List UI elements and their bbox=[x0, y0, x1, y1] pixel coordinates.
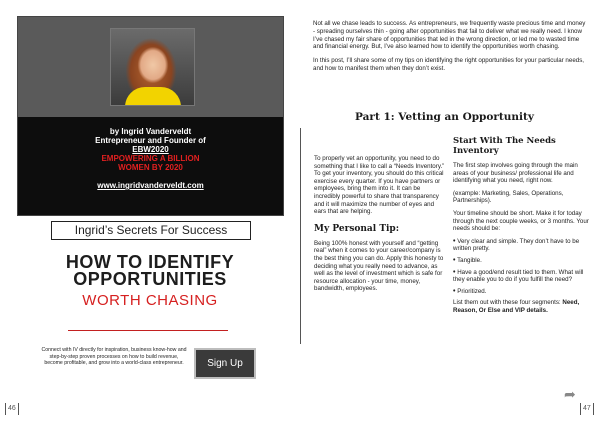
next-page-arrow-icon[interactable]: ➦ bbox=[564, 386, 576, 402]
sign-up-button[interactable]: Sign Up bbox=[194, 348, 256, 379]
author-role-line: Entrepreneur and Founder of bbox=[95, 136, 206, 145]
tagline-2: WOMEN BY 2020 bbox=[118, 163, 183, 172]
bullet-text-4: Prioritized. bbox=[457, 287, 487, 295]
secrets-label: Ingrid’s Secrets For Success bbox=[51, 221, 251, 240]
left-column bbox=[314, 155, 446, 299]
author-credits bbox=[18, 127, 283, 190]
red-divider bbox=[68, 330, 228, 331]
author-photo bbox=[110, 28, 195, 106]
intro-text bbox=[313, 20, 589, 79]
bullet-text-3: Have a good/end result tied to them. What will they enable you to do if you fulfill the need? bbox=[453, 268, 584, 284]
column-divider bbox=[300, 128, 301, 344]
needs-paragraph-3: Your timeline should be short. Make it for today through the next couple weeks, or 3 months. Your needs should be: bbox=[453, 209, 589, 233]
needs-paragraph-2: (example: Marketing, Sales, Operations, Partnerships). bbox=[453, 189, 564, 205]
intro-paragraph-2: In this post, I’ll share some of my tips on identifying the right opportunities for your particular needs, and how to manifest them when they don’t exist. bbox=[313, 57, 585, 72]
article-title-line-3: WORTH CHASING bbox=[82, 292, 218, 309]
segments-intro: List them out with these four segments: bbox=[453, 299, 563, 307]
bullet-text-1: Very clear and simple. They don’t have to be written pretty. bbox=[453, 237, 580, 253]
bullet-text-2: Tangible. bbox=[457, 256, 482, 264]
page-number-left: 46 bbox=[8, 405, 16, 412]
right-column bbox=[453, 137, 590, 320]
author-by-line: by Ingrid Vanderveldt bbox=[109, 127, 192, 136]
brand-link[interactable]: EBW2020 bbox=[132, 145, 169, 154]
vetting-paragraph: To properly vet an opportunity, you need to do something that I like to call a “Needs Inventory.” To get your inventory, you should do this critical exercise every quarter. If you have partners or employees, bring them into it. It can be incredibly powerful to share that transparency and it will maximize the number of eyes and ears that are helping. bbox=[314, 155, 445, 216]
part-heading: Part 1: Vetting an Opportunity bbox=[355, 111, 534, 123]
needs-inventory-heading: Start With The Needs Inventory bbox=[453, 136, 556, 156]
tagline-1: EMPOWERING A BILLION bbox=[101, 154, 200, 163]
list-item: • Very clear and simple. They don’t have to be written pretty. bbox=[453, 237, 580, 253]
needs-paragraph-4 bbox=[453, 299, 590, 314]
list-item: • Tangible. bbox=[453, 256, 482, 264]
article-title bbox=[40, 254, 260, 288]
segments-list: Need, Reason, Or Else and VIP details. bbox=[453, 299, 580, 314]
personal-tip-paragraph: Being 100% honest with yourself and “getting real” when it comes to your career/company is the best thing you can do. Apply this honesty to deciding what you really need to advance, as well as the level of investment which is safe for resource allocation - your time, money, bandwidth, employees. bbox=[314, 239, 444, 293]
article-title-line-2: OPPORTUNITIES bbox=[73, 269, 227, 289]
list-item: • Prioritized. bbox=[453, 287, 487, 295]
list-item: • Have a good/end result tied to them. What will they enable you to do if you fulfill the need? bbox=[453, 268, 584, 284]
intro-paragraph-1: Not all we chase leads to success. As entrepreneurs, we frequently waste precious time and money - spreading ourselves thin - going after opportunities that fail to deliver what we really need. I know I’ve chased my fair share of opportunities that led in the wrong direction, or led me to wasted time and financial energy. But, I’ve also learned how to identify the opportunities worth chasing. bbox=[313, 20, 586, 51]
page-number-right: 47 bbox=[583, 405, 591, 412]
author-website-link[interactable]: www.ingridvanderveldt.com bbox=[97, 181, 204, 190]
author-box bbox=[17, 16, 284, 216]
article-title-line-1: HOW TO IDENTIFY bbox=[65, 252, 235, 272]
personal-tip-heading: My Personal Tip: bbox=[314, 223, 400, 234]
connect-text: Connect with IV directly for inspiration, business know-how and step-by-step proven processes on how to build revenue, become profitable, and grow into a world-class entrepreneur. bbox=[41, 347, 187, 366]
needs-paragraph-1: The first step involves going through the main areas of your business/ professional life and identifying what you need, right now. bbox=[453, 162, 578, 185]
